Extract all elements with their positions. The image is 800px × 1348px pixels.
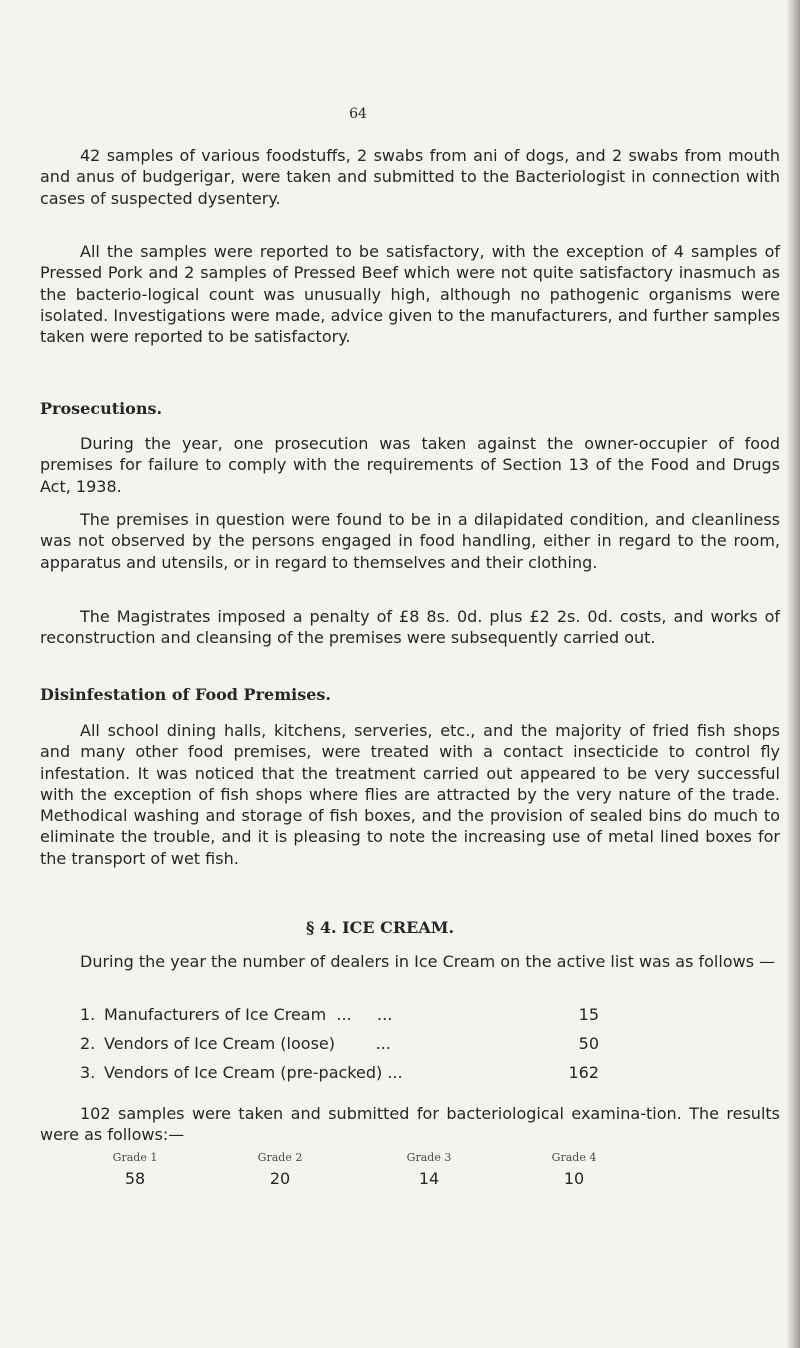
paragraph-disinfestation: All school dining halls, kitchens, serveries, etc., and the majority of fried fish shops and many other food premises, were treated with a contact insecticide to control fly infestation. It was noticed that the treatment carried out appeared to be very successful with the exception of fish shops where flies are attracted by the very nature of the trade. Methodical washing and storage of fish boxes, and the provision of sealed bins do much to eliminate the trouble, and it is pleasing to note the increasing use of metal lined boxes for the transport of wet fish. <box>40 721 780 868</box>
paragraph-penalty: The Magistrates imposed a penalty of £8 8s. 0d. plus £2 2s. 0d. costs, and works of reconstruction and cleansing of the premises were subsequently carried out. <box>40 607 780 648</box>
list-item <box>80 1029 780 1058</box>
grade-label: Grade 1 <box>112 1151 158 1164</box>
grade-value: 20 <box>269 1169 291 1188</box>
list-item-number: 2. <box>80 1034 96 1053</box>
page-number: 64 <box>349 106 367 122</box>
paragraph-samples-results: All the samples were reported to be satisfactory, with the exception of 4 samples of Pressed Pork and 2 samples of Pressed Beef which were not quite satisfactory inasmuch as the bacterio-logical count was unusually high, although no pathogenic organisms were isolated. Investigations were made, advice given to the manufacturers, and further samples taken were reported to be satisfactory. <box>40 242 780 347</box>
list-item-number: 1. <box>80 1005 96 1024</box>
heading-prosecutions: Prosecutions. <box>40 399 163 418</box>
heading-ice-cream: § 4. ICE CREAM. <box>305 918 455 937</box>
grade-value: 58 <box>124 1169 146 1188</box>
paragraph-bacteriological: 102 samples were taken and submitted for bacteriological examina-tion. The results were as follows:— <box>40 1104 780 1145</box>
list-item-value: 50 <box>578 1034 599 1053</box>
grade-value: 14 <box>418 1169 440 1188</box>
grade-label: Grade 4 <box>551 1151 597 1164</box>
list-item-value: 162 <box>568 1063 599 1082</box>
paragraph-prosecution: During the year, one prosecution was taken against the owner-occupier of food premises for failure to comply with the requirements of Section 13 of the Food and Drugs Act, 1938. <box>40 434 780 496</box>
paragraph-swabs: 42 samples of various foodstuffs, 2 swabs from ani of dogs, and 2 swabs from mouth and anus of budgerigar, were taken and submitted to the Bacteriologist in connection with cases of suspected dysentery. <box>40 146 780 208</box>
list-item-value: 15 <box>578 1005 599 1024</box>
list-item-label: Manufacturers of Ice Cream ... ... <box>104 1005 393 1024</box>
dealers-list <box>80 1000 780 1087</box>
grade-label: Grade 3 <box>406 1151 452 1164</box>
heading-disinfestation: Disinfestation of Food Premises. <box>40 685 331 704</box>
list-item-number: 3. <box>80 1063 96 1082</box>
list-item-label: Vendors of Ice Cream (pre-packed) ... <box>104 1063 403 1082</box>
list-item <box>80 1058 780 1087</box>
page-edge-shadow <box>786 0 800 1348</box>
grade-value: 10 <box>563 1169 585 1188</box>
paragraph-dealers-intro: During the year the number of dealers in Ice Cream on the active list was as follows — <box>80 952 776 971</box>
list-item <box>80 1000 780 1029</box>
list-item-label: Vendors of Ice Cream (loose) ... <box>104 1034 391 1053</box>
paragraph-premises: The premises in question were found to be in a dilapidated condition, and cleanliness was not observed by the persons engaged in food handling, either in regard to the room, apparatus and utensils, or in regard to themselves and their clothing. <box>40 510 780 572</box>
grade-label: Grade 2 <box>257 1151 303 1164</box>
